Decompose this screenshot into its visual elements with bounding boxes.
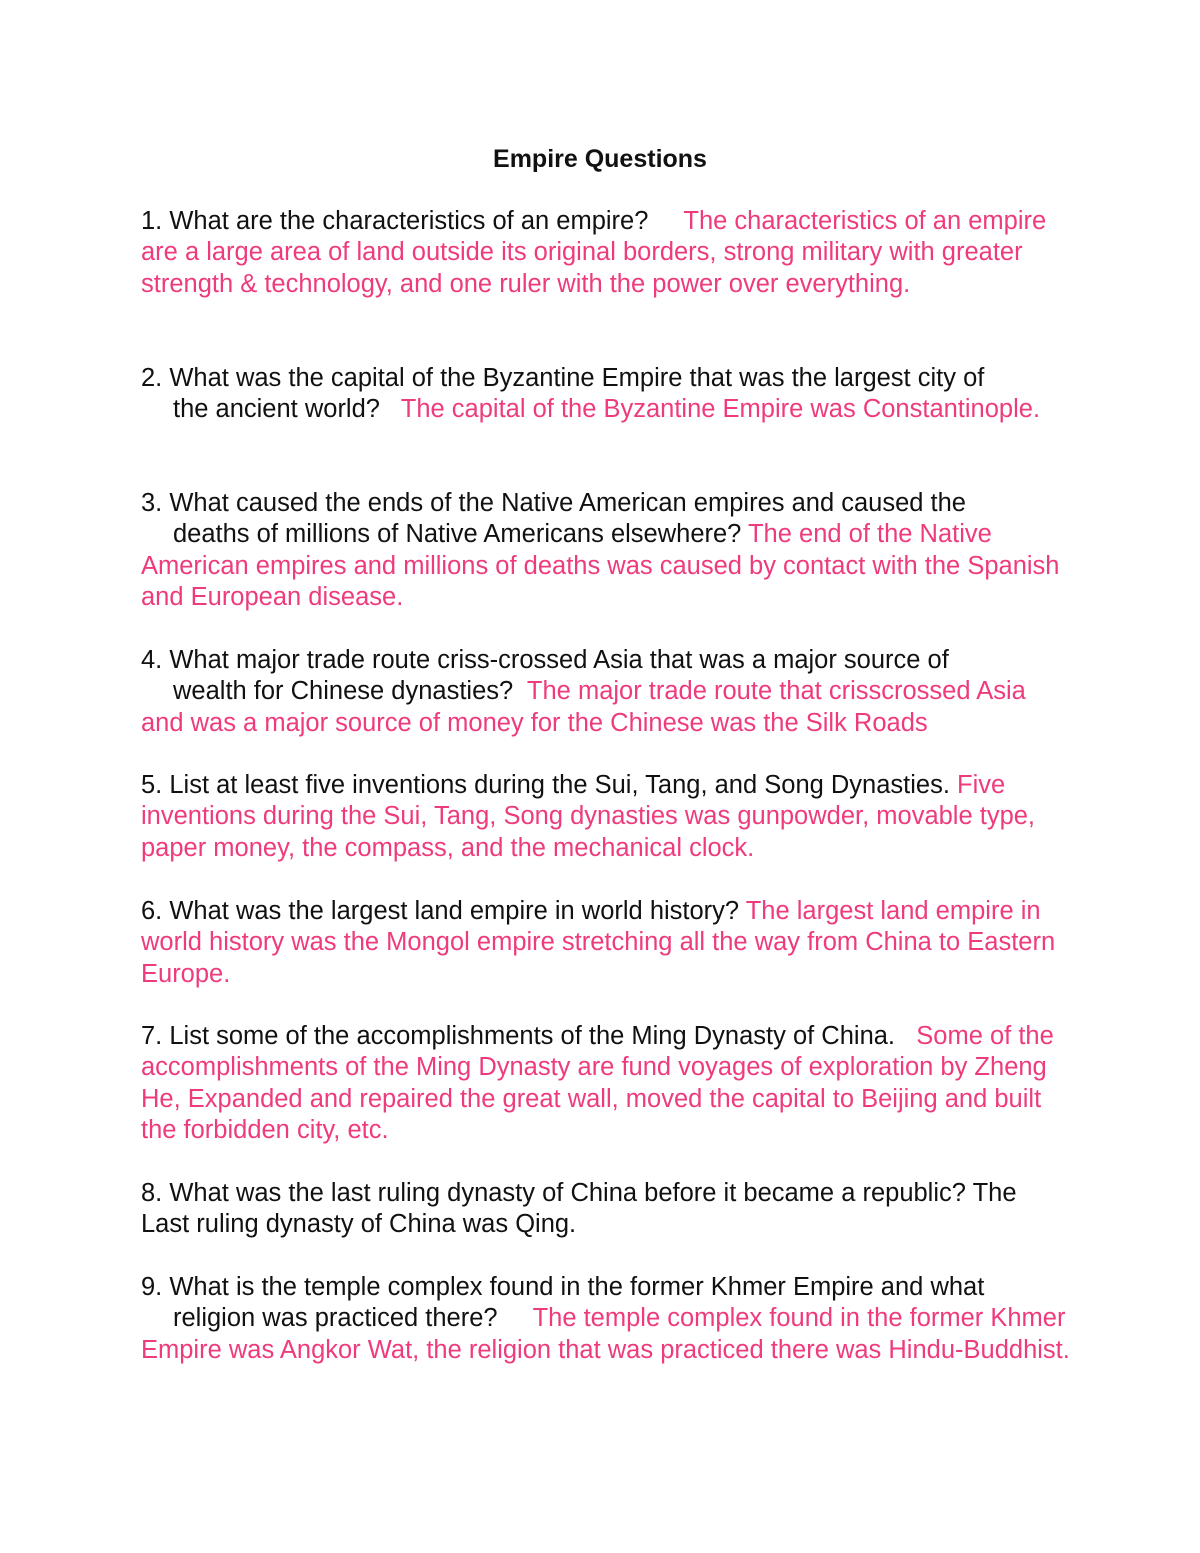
question-8 bbox=[141, 1178, 1071, 1241]
question-2-text-line2: the ancient world? bbox=[173, 395, 380, 424]
question-8-text: 8. What was the last ruling dynasty of China before it became a republic? bbox=[141, 1179, 966, 1207]
question-9 bbox=[141, 1272, 1071, 1366]
answer-5-text: Five inventions during the Sui, Tang, Song dynasties was gunpowder, movable type, paper money, the compass, and the mechanical clock. bbox=[141, 771, 1036, 862]
question-4-text-line1: 4. What major trade route criss-crossed Asia that was a major source of bbox=[141, 646, 949, 674]
answer-3-text: The end of the Native American empires and millions of deaths was caused by contact with the Spanish and European disease. bbox=[141, 520, 1060, 611]
question-1-text: 1. What are the characteristics of an empire? bbox=[141, 207, 649, 235]
question-3-text-line2: deaths of millions of Native Americans elsewhere? bbox=[173, 520, 742, 549]
question-4 bbox=[141, 645, 1071, 739]
answer-6-text: The largest land empire in world history was the Mongol empire stretching all the way from China to Eastern Europe. bbox=[141, 897, 1056, 988]
question-3 bbox=[141, 488, 1071, 613]
question-2-text-line1: 2. What was the capital of the Byzantine Empire that was the largest city of bbox=[141, 364, 985, 392]
question-5-text: 5. List at least five inventions during the Sui, Tang, and Song Dynasties. bbox=[141, 771, 950, 799]
question-7 bbox=[141, 1021, 1071, 1146]
question-9-text-line2: religion was practiced there? bbox=[173, 1304, 498, 1333]
page-title: Empire Questions bbox=[493, 145, 707, 173]
answer-1-text: The characteristics of an empire are a large area of land outside its original borders, strong military with greater strength & technology, and one ruler with the power over everything. bbox=[141, 207, 1047, 298]
question-9-text-line1: 9. What is the temple complex found in the former Khmer Empire and what bbox=[141, 1273, 985, 1301]
question-1 bbox=[141, 206, 1071, 300]
answer-7-text: Some of the accomplishments of the Ming Dynasty are fund voyages of exploration by Zheng He, Expanded and repaired the great wall, moved the capital to Beijing and built the forbidden city, etc. bbox=[141, 1022, 1054, 1144]
question-5 bbox=[141, 770, 1071, 864]
answer-8-text: The Last ruling dynasty of China was Qing. bbox=[141, 1179, 1017, 1239]
question-6-text: 6. What was the largest land empire in world history? bbox=[141, 897, 740, 925]
answer-4-text: The major trade route that crisscrossed Asia and was a major source of money for the Chinese was the Silk Roads bbox=[141, 677, 1026, 737]
question-6 bbox=[141, 896, 1071, 990]
question-4-text-line2: wealth for Chinese dynasties? bbox=[173, 677, 514, 706]
question-7-text: 7. List some of the accomplishments of the Ming Dynasty of China. bbox=[141, 1022, 896, 1050]
answer-9-text: The temple complex found in the former Khmer Empire was Angkor Wat, the religion that was practiced there was Hindu-Buddhist. bbox=[141, 1304, 1070, 1364]
question-3-text-line1: 3. What caused the ends of the Native American empires and caused the bbox=[141, 489, 966, 517]
question-2 bbox=[141, 363, 1071, 426]
answer-2-text: The capital of the Byzantine Empire was Constantinople. bbox=[400, 395, 1041, 424]
